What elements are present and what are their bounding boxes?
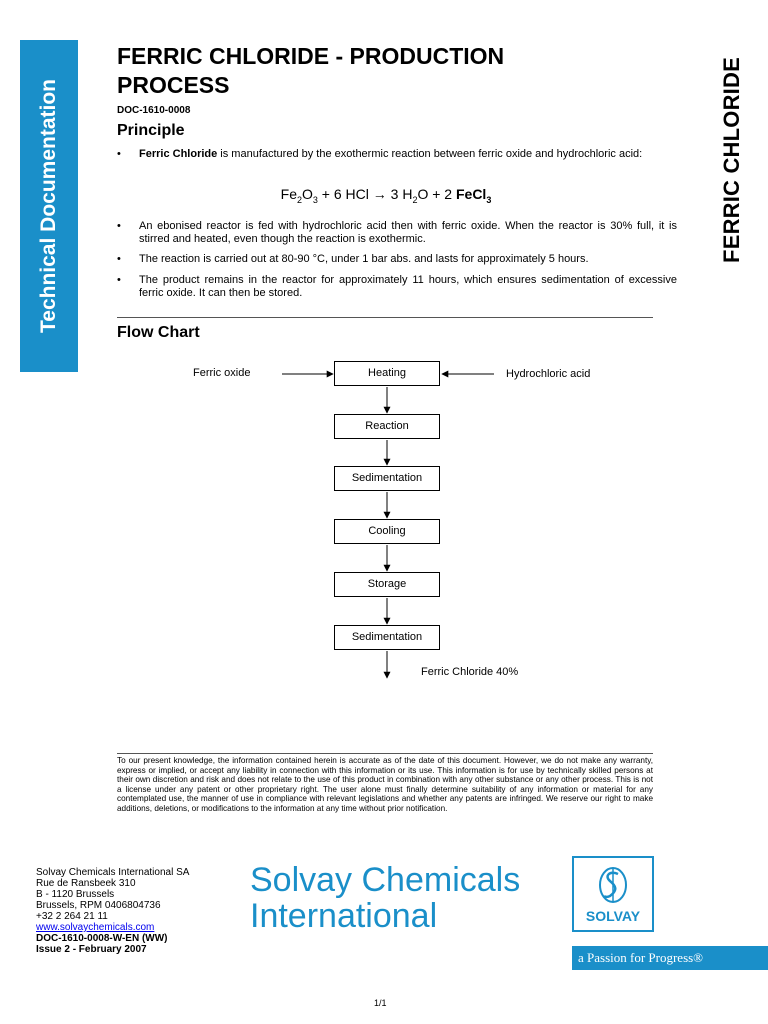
flow-input-left: Ferric oxide [193,367,251,379]
company-rpm: Brussels, RPM 0406804736 [36,900,161,911]
principle-heading: Principle [117,122,185,139]
product-label-text: FERRIC CHLORIDE [719,57,744,263]
company-street: Rue de Ransbeek 310 [36,878,136,889]
logo-wordmark: SOLVAY [585,908,641,924]
bullet-dot-icon: • [117,274,121,286]
company-city: B - 1120 Brussels [36,889,115,900]
brand-line-2: International [250,897,438,935]
flow-step-heating: Heating [334,361,440,386]
bullet-text: The product remains in the reactor for approximately 11 hours, which ensures sedimentation of excessive ferric oxide. It can then be stored. [139,274,677,299]
brand-wordmark [250,862,520,934]
solvay-emblem-icon [574,860,652,910]
tagline-bar [572,946,768,970]
eq-sub: 2 [412,194,418,205]
eq-part: O + 2 [417,186,456,202]
bullet-bold-term: Ferric Chloride [139,148,218,160]
bullet-text: An ebonised reactor is fed with hydrochloric acid then with ferric oxide. When the reactor is 30% full, it is stirred and heated, even though the reaction is exothermic. [139,220,677,245]
legal-disclaimer: To our present knowledge, the information contained herein is accurate as of the date of this document. However, we do not make any warranty, express or implied, or accept any liability in connection with this information or its use. This information is for use by technically skilled persons at their own discretion and risk and does not relate to the use of this product in combination with any other substance or any other process. This is not a license under any patent or other proprietary right. The user alone must finally determine suitability of any information or material for any contemplated use, the manner of use in compliance with relevant legislations and whether any patents are infringed. We reserve our right to make additions, deletions, or modifications to the information at any time without prior notification. [117,756,653,813]
solvay-logo [572,856,654,932]
eq-product: FeCl [455,186,487,202]
page-number: 1/1 [374,998,387,1008]
document-id: DOC-1610-0008 [117,105,191,116]
eq-part: O [302,186,313,202]
footer-divider [117,753,653,754]
company-phone: +32 2 264 21 11 [36,911,108,922]
eq-part: + 6 HCl → 3 H [317,186,413,202]
flow-input-right: Hydrochloric acid [506,368,591,380]
bullet-text: is manufactured by the exothermic reaction between ferric oxide and hydrochloric acid: [217,148,643,160]
company-website-link[interactable]: www.solvaychemicals.com [36,922,155,933]
flow-step-storage: Storage [334,572,440,597]
flow-chart-heading: Flow Chart [117,324,200,341]
eq-part: Fe [280,186,297,202]
flow-step-reaction: Reaction [334,414,440,439]
bullet-text: The reaction is carried out at 80-90 °C, under 1 bar abs. and lasts for approximately 5 hours. [139,253,589,265]
issue-date: Issue 2 - February 2007 [36,944,147,955]
company-name: Solvay Chemicals International SA [36,867,190,878]
flow-step-sedimentation-2: Sedimentation [334,625,440,650]
eq-sub: 3 [312,194,318,205]
bullet-dot-icon: • [117,253,121,265]
flow-output: Ferric Chloride 40% [421,666,519,678]
company-address [36,867,256,955]
title-line-1: FERRIC CHLORIDE - PRODUCTION [117,43,505,69]
bullet-dot-icon: • [117,220,121,232]
eq-sub: 3 [486,194,492,205]
flow-step-cooling: Cooling [334,519,440,544]
document-reference: DOC-1610-0008-W-EN (WW) [36,933,168,944]
tagline-text: a Passion for Progress® [578,950,704,965]
sidebar-label: Technical Documentation [37,79,60,333]
bullet-dot-icon: • [117,148,121,160]
eq-sub: 2 [296,194,302,205]
brand-line-1: Solvay Chemicals [250,861,521,899]
flow-step-sedimentation: Sedimentation [334,466,440,491]
title-line-2: PROCESS [117,72,230,98]
